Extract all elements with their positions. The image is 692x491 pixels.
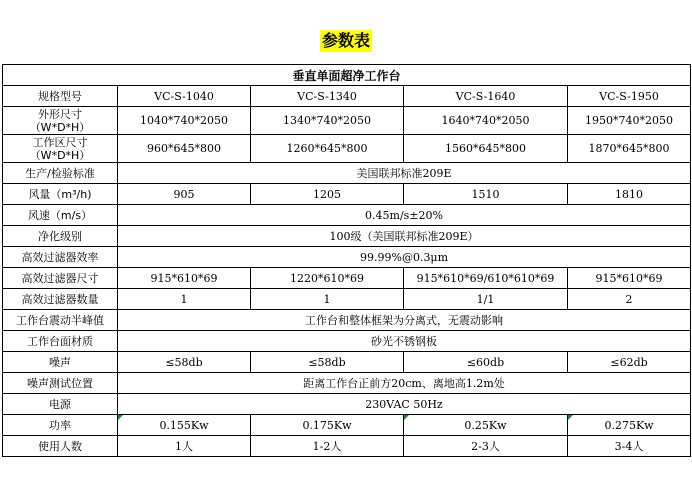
table-row <box>3 226 691 247</box>
row-label: 噪声 <box>3 352 118 373</box>
row-label-line: 工作区尺寸 <box>32 135 88 149</box>
table-row <box>3 289 691 310</box>
merged-cell: 230VAC 50Hz <box>118 394 691 415</box>
table-cell: ≤62db <box>568 352 691 373</box>
table-cell: 1205 <box>251 184 404 205</box>
row-label: 高效过滤器尺寸 <box>3 268 118 289</box>
merged-cell: 工作台和整体框架为分离式，无震动影响 <box>118 310 691 331</box>
table-cell: 1 <box>251 289 404 310</box>
row-label: 电源 <box>3 394 118 415</box>
table-cell: 1340*740*2050 <box>251 107 404 135</box>
table-cell: 1040*740*2050 <box>118 107 251 135</box>
table-row <box>3 163 691 184</box>
row-label: 工作台面材质 <box>3 331 118 352</box>
table-cell: VC-S-1040 <box>118 86 251 107</box>
spec-table-body <box>3 65 691 457</box>
table-cell: 1220*610*69 <box>251 268 404 289</box>
table-cell: VC-S-1950 <box>568 86 691 107</box>
table-cell: VC-S-1640 <box>404 86 568 107</box>
table-row <box>3 436 691 457</box>
merged-cell: 0.45m/s±20% <box>118 205 691 226</box>
row-label: 风量（m³/h) <box>3 184 118 205</box>
merged-cell: 100级（美国联邦标准209E） <box>118 226 691 247</box>
table-row <box>3 135 691 163</box>
row-label: 功率 <box>3 415 118 436</box>
row-label: 使用人数 <box>3 436 118 457</box>
table-cell: 915*610*69/610*610*69 <box>404 268 568 289</box>
table-row <box>3 86 691 107</box>
table-cell: 1人 <box>118 436 251 457</box>
table-cell: 0.275Kw <box>568 415 691 436</box>
table-cell: 0.155Kw <box>118 415 251 436</box>
row-label-line: （W*D*H） <box>29 120 91 134</box>
table-cell: 905 <box>118 184 251 205</box>
table-cell: 1 <box>118 289 251 310</box>
table-row <box>3 352 691 373</box>
table-cell: VC-S-1340 <box>251 86 404 107</box>
row-label: 风速（m/s） <box>3 205 118 226</box>
page-title: 参数表 <box>321 31 370 50</box>
table-cell: 1510 <box>404 184 568 205</box>
row-label <box>3 135 118 163</box>
table-title: 垂直单面超净工作台 <box>3 65 691 86</box>
table-cell: ≤58db <box>251 352 404 373</box>
table-row <box>3 310 691 331</box>
table-row <box>3 415 691 436</box>
merged-cell: 距离工作台正前方20cm、离地高1.2m处 <box>118 373 691 394</box>
table-row <box>3 247 691 268</box>
row-label: 工作台震动半峰值 <box>3 310 118 331</box>
table-cell: 1-2人 <box>251 436 404 457</box>
table-row <box>3 205 691 226</box>
table-cell: 915*610*69 <box>568 268 691 289</box>
table-cell: 2 <box>568 289 691 310</box>
row-label-line: 外形尺寸 <box>38 107 82 121</box>
table-cell: 0.25Kw <box>404 415 568 436</box>
table-cell: 1260*645*800 <box>251 135 404 163</box>
table-cell: 3-4人 <box>568 436 691 457</box>
table-cell: 1640*740*2050 <box>404 107 568 135</box>
row-label: 高效过滤器效率 <box>3 247 118 268</box>
table-header-row <box>3 65 691 86</box>
merged-cell: 美国联邦标准209E <box>118 163 691 184</box>
merged-cell: 砂光不锈钢板 <box>118 331 691 352</box>
table-cell: 1870*645*800 <box>568 135 691 163</box>
table-row <box>3 184 691 205</box>
table-cell: 960*645*800 <box>118 135 251 163</box>
table-cell: 1560*645*800 <box>404 135 568 163</box>
table-cell: 2-3人 <box>404 436 568 457</box>
merged-cell: 99.99%@0.3μm <box>118 247 691 268</box>
row-label: 高效过滤器数量 <box>3 289 118 310</box>
table-cell: 0.175Kw <box>251 415 404 436</box>
row-label: 净化级别 <box>3 226 118 247</box>
table-row <box>3 331 691 352</box>
table-row <box>3 107 691 135</box>
table-cell: 1/1 <box>404 289 568 310</box>
table-cell: ≤60db <box>404 352 568 373</box>
row-label: 生产/检验标准 <box>3 163 118 184</box>
table-row <box>3 268 691 289</box>
table-row <box>3 394 691 415</box>
table-cell: ≤58db <box>118 352 251 373</box>
row-label <box>3 107 118 135</box>
row-label: 噪声测试位置 <box>3 373 118 394</box>
row-label: 规格型号 <box>3 86 118 107</box>
table-cell: 1950*740*2050 <box>568 107 691 135</box>
table-cell: 1810 <box>568 184 691 205</box>
row-label-line: （W*D*H） <box>29 148 91 162</box>
table-cell: 915*610*69 <box>118 268 251 289</box>
spec-table <box>2 64 691 457</box>
title-wrap <box>0 30 692 52</box>
table-row <box>3 373 691 394</box>
